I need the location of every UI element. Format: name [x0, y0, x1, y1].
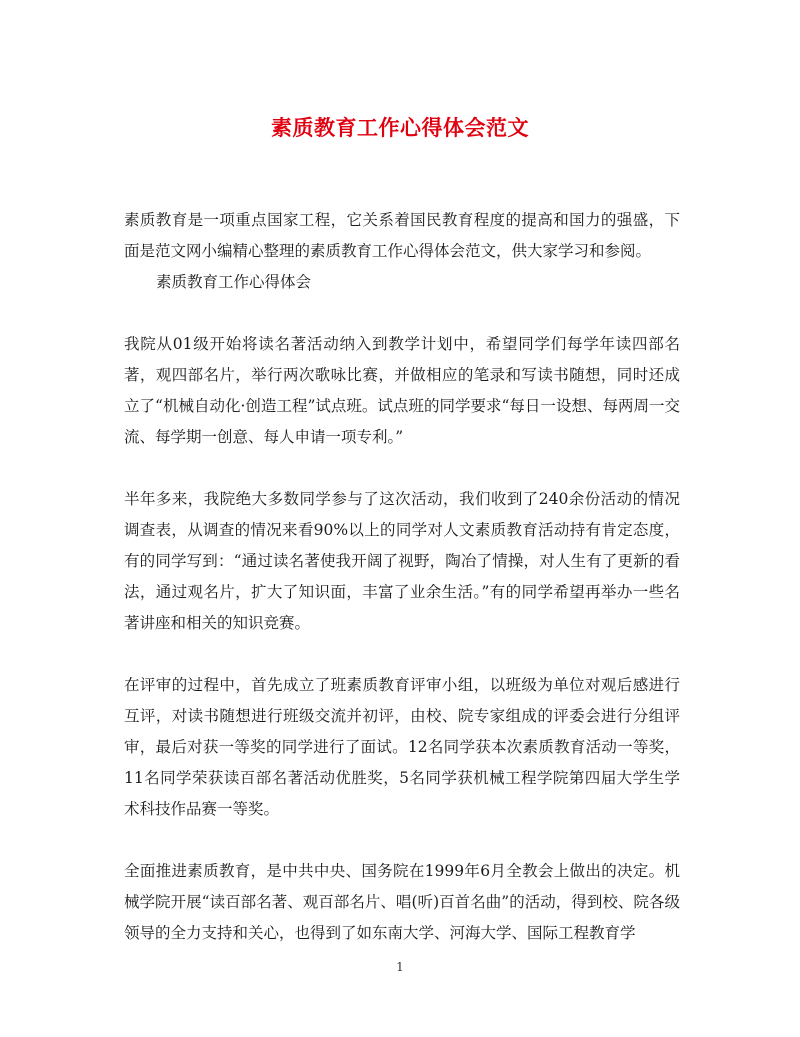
- paragraph-gap: [124, 639, 680, 670]
- document-body: [124, 205, 680, 949]
- section-subheading: 素质教育工作心得体会: [156, 273, 312, 291]
- paragraph-gap: [124, 453, 680, 484]
- paragraph-gap: [124, 825, 680, 856]
- paragraph-gap: [124, 298, 680, 329]
- intro-paragraph: 素质教育是一项重点国家工程，它关系着国民教育程度的提高和国力的强盛，下面是范文网小编精心整理的素质教育工作心得体会范文，供大家学习和参阅。: [124, 211, 680, 260]
- body-paragraph-3: 在评审的过程中，首先成立了班素质教育评审小组，以班级为单位对观后感进行互评，对读书随想进行班级交流并初评，由校、院专家组成的评委会进行分组评审，最后对获一等奖的同学进行了面试。12名同学获本次素质教育活动一等奖，11名同学荣获读百部名著活动优胜奖，5名同学获机械工程学院第四届大学生学术科技作品赛一等奖。: [124, 676, 680, 818]
- document-title: 素质教育工作心得体会范文: [271, 115, 529, 140]
- body-paragraph-1: 我院从01级开始将读名著活动纳入到教学计划中，希望同学们每学年读四部名著，观四部名片，举行两次歌咏比赛，并做相应的笔录和写读书随想，同时还成立了“机械自动化·创造工程”试点班。试点班的同学要求“每日一设想、每两周一交流、每学期一创意、每人申请一项专利。”: [124, 335, 680, 446]
- body-paragraph-2: 半年多来，我院绝大多数同学参与了这次活动，我们收到了240余份活动的情况调查表，从调查的情况来看90%以上的同学对人文素质教育活动持有肯定态度，有的同学写到：“通过读名著使我开阔了视野，陶冶了情操，对人生有了更新的看法，通过观名片，扩大了知识面，丰富了业余生活。”有的同学希望再举办一些名著讲座和相关的知识竞赛。: [124, 490, 680, 632]
- page-number: 1: [396, 960, 404, 974]
- body-paragraph-4: 全面推进素质教育，是中共中央、国务院在1999年6月全教会上做出的决定。机械学院开展“读百部名著、观百部名片、唱(听)百首名曲”的活动，得到校、院各级领导的全力支持和关心，也得到了如东南大学、河海大学、国际工程教育学: [124, 862, 680, 942]
